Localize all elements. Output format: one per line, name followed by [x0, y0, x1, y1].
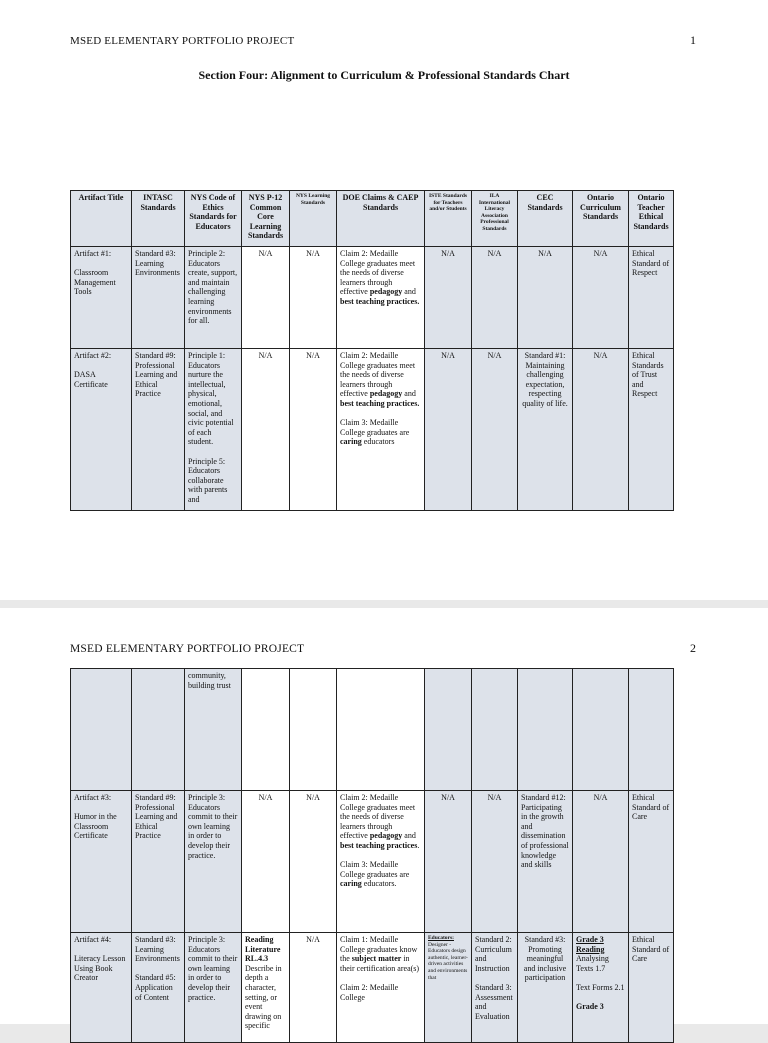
nys-learning-cell — [290, 669, 337, 791]
nys-learning-cell: N/A — [290, 349, 337, 511]
iste-text: Designer - Educators design authentic, learner-driven activities and environments that — [428, 941, 468, 981]
header-doe-caep: DOE Claims & CAEP Standards — [337, 191, 425, 247]
ontario-ethical-cell: Ethical Standard of Respect — [629, 247, 674, 349]
header-ila: ILA International Literacy Association Professional Standards — [472, 191, 518, 247]
intasc-cell — [132, 669, 185, 791]
table-row — [71, 933, 674, 1043]
ontario-ethical-cell — [629, 669, 674, 791]
nys-learning-cell: N/A — [290, 933, 337, 1043]
nys-learning-cell: N/A — [290, 791, 337, 933]
table-row — [71, 247, 674, 349]
ila-cell: N/A — [472, 247, 518, 349]
artifact-title-cell — [71, 669, 132, 791]
common-core-cell — [242, 669, 290, 791]
iste-cell: N/A — [425, 349, 472, 511]
doe-claim2-text: Claim 2: Medaille College — [340, 982, 399, 1002]
doe-caep-cell — [337, 247, 425, 349]
ontario-curriculum-cell — [573, 669, 629, 791]
intasc-cell: Standard #9: Professional Learning and Ethical Practice — [132, 791, 185, 933]
iste-cell — [425, 933, 472, 1043]
page-number: 2 — [690, 641, 696, 655]
doe-claim3-text: Claim 3: Medaille College graduates are — [340, 860, 410, 879]
doe-caep-cell — [337, 349, 425, 511]
cec-cell: Standard #12: Participating in the growth and dissemination of professional knowledge and skills — [518, 791, 573, 933]
doe-text-tail: in their certification area(s) — [340, 954, 420, 973]
standards-table-continued — [70, 668, 674, 1043]
cec-cell: Standard #3: Promoting meaningful and inclusive participation — [518, 933, 573, 1043]
cec-cell: Standard #1: Maintaining challenging expectation, respecting quality of life. — [518, 349, 573, 511]
ontario-curr-text: Analysing Texts 1.7 Text Forms 2.1 — [576, 954, 625, 992]
artifact-title-cell: Artifact #2: DASA Certificate — [71, 349, 132, 511]
ethics-cell: Principle 2: Educators create, support, and maintain challenging learning environments for all. — [185, 247, 242, 349]
doe-caep-cell — [337, 933, 425, 1043]
ethics-cell: Principle 3: Educators commit to their own learning in order to develop their practice. — [185, 933, 242, 1043]
doe-bold-subject: subject matter — [351, 954, 402, 964]
doe-text: Claim 2: Medaille College graduates meet the needs of diverse learners through effective — [340, 249, 416, 297]
table-row — [71, 791, 674, 933]
iste-educators-heading: Educators: — [428, 935, 454, 941]
ethics-cell: community, building trust — [185, 669, 242, 791]
ontario-curr-bold: Grade 3 Reading — [576, 935, 605, 954]
artifact-title-cell: Artifact #3: Humor in the Classroom Certificate — [71, 791, 132, 933]
ila-cell: N/A — [472, 791, 518, 933]
ontario-ethical-cell: Ethical Standards of Trust and Respect — [629, 349, 674, 511]
header-intasc: INTASC Standards — [132, 191, 185, 247]
intasc-cell: Standard #3: Learning Environments Standard #5: Application of Content — [132, 933, 185, 1043]
header-nys-learning: NYS Learning Standards — [290, 191, 337, 247]
header-nys-ethics: NYS Code of Ethics Standards for Educators — [185, 191, 242, 247]
artifact-title-cell: Artifact #4: Literacy Lesson Using Book Creator — [71, 933, 132, 1043]
doe-bold-pedagogy: pedagogy — [369, 831, 403, 841]
cec-cell: N/A — [518, 247, 573, 349]
common-core-bold: Reading Literature RL.4.3 — [245, 935, 281, 964]
ethics-cell: Principle 1: Educators nurture the intellectual, physical, emotional, social, and civic potential of each student. Principle 5: Educators collaborate with parents and — [185, 349, 242, 511]
running-head: MSED ELEMENTARY PORTFOLIO PROJECT — [70, 35, 295, 47]
standards-table — [70, 190, 674, 511]
page-number: 1 — [690, 33, 696, 47]
header-ontario-ethical: Ontario Teacher Ethical Standards — [629, 191, 674, 247]
doe-caep-cell — [337, 791, 425, 933]
doe-bold-caring: caring — [340, 879, 362, 889]
common-core-cell: N/A — [242, 247, 290, 349]
iste-cell — [425, 669, 472, 791]
iste-cell: N/A — [425, 791, 472, 933]
doe-text-and: and — [402, 287, 416, 297]
ila-cell: Standard 2: Curriculum and Instruction Standard 3: Assessment and Evaluation — [472, 933, 518, 1043]
doe-bold-pedagogy: pedagogy — [369, 287, 403, 297]
doe-text-and: and — [402, 389, 416, 399]
ontario-curriculum-cell — [573, 933, 629, 1043]
doe-claim3-end: educators. — [361, 879, 397, 889]
doe-bold-practices: best teaching practices. — [340, 398, 420, 408]
doe-claim3-text: Claim 3: Medaille College graduates are — [340, 418, 410, 437]
ontario-curr-bold-2: Grade 3 — [576, 1002, 604, 1012]
running-head: MSED ELEMENTARY PORTFOLIO PROJECT — [70, 643, 305, 655]
doe-caep-cell — [337, 669, 425, 791]
ontario-ethical-cell: Ethical Standard of Care — [629, 933, 674, 1043]
doe-text: Claim 2: Medaille College graduates meet the needs of diverse learners through effective — [340, 793, 416, 841]
ontario-curriculum-cell: N/A — [573, 349, 629, 511]
doe-bold-practices: best teaching practices — [340, 840, 418, 850]
common-core-text: Describe in depth a character, setting, or event drawing on specific — [245, 963, 282, 1031]
iste-cell: N/A — [425, 247, 472, 349]
table-header-row — [71, 191, 674, 247]
section-title: Section Four: Alignment to Curriculum & Professional Standards Chart — [198, 68, 570, 82]
ontario-ethical-cell: Ethical Standard of Care — [629, 791, 674, 933]
common-core-cell: N/A — [242, 349, 290, 511]
intasc-cell: Standard #9: Professional Learning and Ethical Practice — [132, 349, 185, 511]
doe-bold-pedagogy: pedagogy — [369, 389, 403, 399]
doe-text: Claim 1: Medaille College graduates know the — [340, 935, 418, 964]
header-cec: CEC Standards — [518, 191, 573, 247]
common-core-cell — [242, 933, 290, 1043]
ila-cell: N/A — [472, 349, 518, 511]
doe-text-and: and — [402, 831, 416, 841]
doe-bold-practices: best teaching practices. — [340, 296, 420, 306]
header-artifact-title: Artifact Title — [71, 191, 132, 247]
ila-cell — [472, 669, 518, 791]
intasc-cell: Standard #3: Learning Environments — [132, 247, 185, 349]
header-common-core: NYS P-12 Common Core Learning Standards — [242, 191, 290, 247]
ontario-curriculum-cell: N/A — [573, 791, 629, 933]
table-row-continued — [71, 669, 674, 791]
cec-cell — [518, 669, 573, 791]
doe-text: Claim 2: Medaille College graduates meet the needs of diverse learners through effective — [340, 351, 416, 399]
artifact-title-cell: Artifact #1: Classroom Management Tools — [71, 247, 132, 349]
common-core-cell: N/A — [242, 791, 290, 933]
doe-text-dot: . — [417, 840, 420, 850]
ethics-cell: Principle 3: Educators commit to their own learning in order to develop their practice. — [185, 791, 242, 933]
header-ontario-curriculum: Ontario Curriculum Standards — [573, 191, 629, 247]
ontario-curriculum-cell: N/A — [573, 247, 629, 349]
nys-learning-cell: N/A — [290, 247, 337, 349]
doe-claim3-end: educators — [361, 437, 395, 447]
table-row — [71, 349, 674, 511]
doe-bold-caring: caring — [340, 437, 362, 447]
document-page-2 — [0, 608, 768, 1031]
header-iste: ISTE Standards for Teachers and/or Students — [425, 191, 472, 247]
